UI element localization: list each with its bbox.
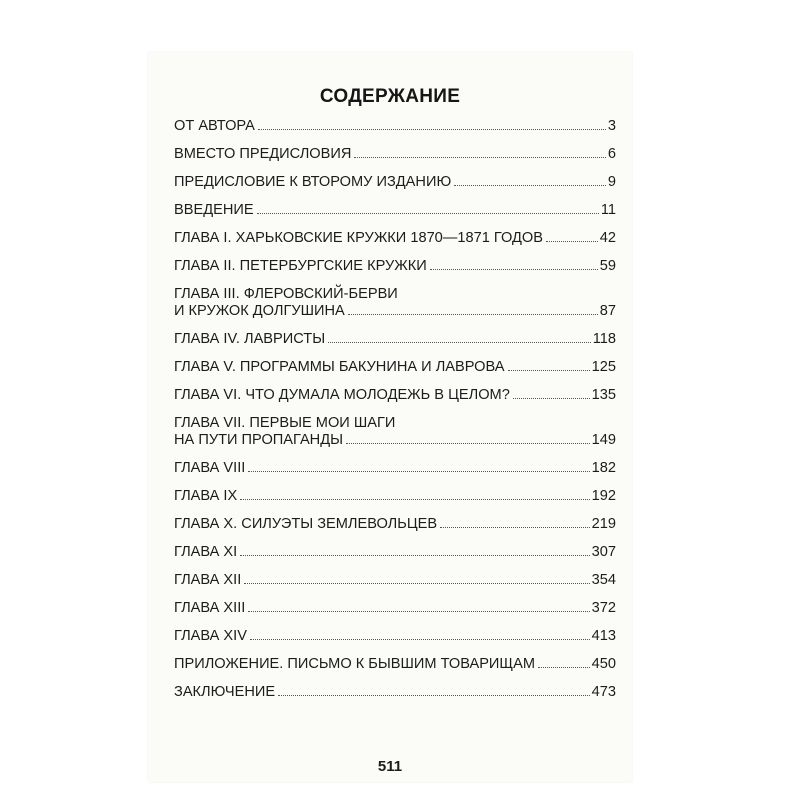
toc-entry xyxy=(174,174,616,202)
toc-entry xyxy=(174,488,616,516)
toc-list xyxy=(174,118,616,712)
toc-entry-title: НА ПУТИ ПРОПАГАНДЫ xyxy=(174,432,344,448)
dot-leader xyxy=(240,499,589,500)
toc-entry-line xyxy=(174,488,616,505)
dot-leader xyxy=(248,471,589,472)
toc-entry-title: ГЛАВА VIII xyxy=(174,460,246,476)
toc-entry xyxy=(174,460,616,488)
toc-entry-line xyxy=(174,600,616,617)
dot-leader xyxy=(538,667,590,668)
toc-entry xyxy=(174,516,616,544)
toc-entry xyxy=(174,387,616,415)
toc-entry-line xyxy=(174,628,616,645)
dot-leader xyxy=(508,370,590,371)
toc-entry-title: ГЛАВА V. ПРОГРАММЫ БАКУНИНА И ЛАВРОВА xyxy=(174,359,505,375)
toc-entry-title: ГЛАВА XIII xyxy=(174,600,246,616)
dot-leader xyxy=(328,342,591,343)
toc-entry-title: ГЛАВА XI xyxy=(174,544,238,560)
dot-leader xyxy=(348,314,598,315)
toc-entry xyxy=(174,600,616,628)
toc-entry-title: ГЛАВА XII xyxy=(174,572,242,588)
toc-entry-title: ГЛАВА VII. ПЕРВЫЕ МОИ ШАГИ xyxy=(174,415,396,431)
toc-entry-page: 9 xyxy=(607,174,616,190)
dot-leader xyxy=(258,129,606,130)
toc-entry-title: ПРИЛОЖЕНИЕ. ПИСЬМО К БЫВШИМ ТОВАРИЩАМ xyxy=(174,656,535,672)
toc-entry xyxy=(174,118,616,146)
toc-entry-title: ВМЕСТО ПРЕДИСЛОВИЯ xyxy=(174,146,352,162)
toc-entry xyxy=(174,331,616,359)
toc-entry xyxy=(174,572,616,600)
dot-leader xyxy=(440,527,590,528)
dot-leader xyxy=(278,695,590,696)
toc-entry-line xyxy=(174,544,616,561)
toc-entry-page: 135 xyxy=(591,387,616,403)
toc-entry-page: 182 xyxy=(591,460,616,476)
toc-entry xyxy=(174,684,616,712)
toc-entry xyxy=(174,146,616,174)
toc-entry-page: 59 xyxy=(599,258,616,274)
toc-entry-page: 219 xyxy=(591,516,616,532)
toc-entry-page: 450 xyxy=(591,656,616,672)
toc-entry-line xyxy=(174,331,616,348)
toc-entry-title: ОТ АВТОРА xyxy=(174,118,255,134)
toc-entry xyxy=(174,656,616,684)
toc-entry-line xyxy=(174,387,616,404)
toc-entry-line xyxy=(174,202,616,219)
toc-entry-title: ГЛАВА I. ХАРЬКОВСКИЕ КРУЖКИ 1870—1871 ГОДОВ xyxy=(174,230,543,246)
dot-leader xyxy=(250,639,590,640)
toc-entry-line xyxy=(174,286,616,303)
toc-entry-line xyxy=(174,359,616,376)
page-title: СОДЕРЖАНИЕ xyxy=(319,86,461,107)
dot-leader xyxy=(257,213,599,214)
toc-entry xyxy=(174,359,616,387)
dot-leader xyxy=(248,611,589,612)
toc-entry-page: 6 xyxy=(607,146,616,162)
toc-entry-line xyxy=(174,656,616,673)
toc-entry-line xyxy=(174,684,616,701)
toc-entry-line xyxy=(174,146,616,163)
dot-leader xyxy=(354,157,605,158)
toc-entry-title: ВВЕДЕНИЕ xyxy=(174,202,254,218)
toc-entry-page: 413 xyxy=(591,628,616,644)
toc-entry xyxy=(174,628,616,656)
toc-entry-page: 473 xyxy=(591,684,616,700)
toc-entry-page: 42 xyxy=(599,230,616,246)
toc-entry-title: ГЛАВА IX xyxy=(174,488,238,504)
toc-entry-title: ПРЕДИСЛОВИЕ К ВТОРОМУ ИЗДАНИЮ xyxy=(174,174,452,190)
toc-entry-page: 125 xyxy=(591,359,616,375)
toc-entry-page: 118 xyxy=(592,331,616,347)
toc-entry-page: 11 xyxy=(600,202,616,218)
toc-entry-line xyxy=(174,572,616,589)
dot-leader xyxy=(513,398,590,399)
dot-leader xyxy=(240,555,589,556)
toc-entry-page: 354 xyxy=(591,572,616,588)
toc-entry-title: ГЛАВА VI. ЧТО ДУМАЛА МОЛОДЕЖЬ В ЦЕЛОМ? xyxy=(174,387,510,403)
toc-entry-title: ГЛАВА III. ФЛЕРОВСКИЙ-БЕРВИ xyxy=(174,286,398,302)
toc-entry-page: 372 xyxy=(591,600,616,616)
toc-entry-line xyxy=(174,118,616,135)
toc-entry xyxy=(174,230,616,258)
toc-entry-line xyxy=(174,415,616,432)
toc-entry-line xyxy=(174,258,616,275)
toc-entry-page: 307 xyxy=(591,544,616,560)
dot-leader xyxy=(244,583,589,584)
toc-entry-title: ГЛАВА IV. ЛАВРИСТЫ xyxy=(174,331,326,347)
toc-entry xyxy=(174,415,616,460)
toc-entry-title: И КРУЖОК ДОЛГУШИНА xyxy=(174,303,345,319)
toc-entry-line xyxy=(174,432,616,449)
toc-entry-line xyxy=(174,303,616,320)
dot-leader xyxy=(546,241,598,242)
toc-entry-page: 87 xyxy=(599,303,616,319)
toc-entry-page: 192 xyxy=(591,488,616,504)
toc-entry xyxy=(174,202,616,230)
page-number: 511 xyxy=(377,758,403,775)
toc-entry-line xyxy=(174,460,616,477)
toc-entry-line xyxy=(174,174,616,191)
toc-entry-page: 149 xyxy=(591,432,616,448)
toc-entry xyxy=(174,544,616,572)
toc-entry-line xyxy=(174,230,616,247)
toc-entry-title: ЗАКЛЮЧЕНИЕ xyxy=(174,684,276,700)
toc-entry-title: ГЛАВА II. ПЕТЕРБУРГСКИЕ КРУЖКИ xyxy=(174,258,427,274)
toc-entry xyxy=(174,258,616,286)
dot-leader xyxy=(430,269,598,270)
toc-entry-title: ГЛАВА X. СИЛУЭТЫ ЗЕМЛЕВОЛЬЦЕВ xyxy=(174,516,438,532)
dot-leader xyxy=(454,185,606,186)
toc-entry-page: 3 xyxy=(607,118,616,134)
toc-entry-title: ГЛАВА XIV xyxy=(174,628,247,644)
dot-leader xyxy=(346,443,590,444)
toc-entry xyxy=(174,286,616,331)
toc-entry-line xyxy=(174,516,616,533)
book-page xyxy=(148,52,632,782)
